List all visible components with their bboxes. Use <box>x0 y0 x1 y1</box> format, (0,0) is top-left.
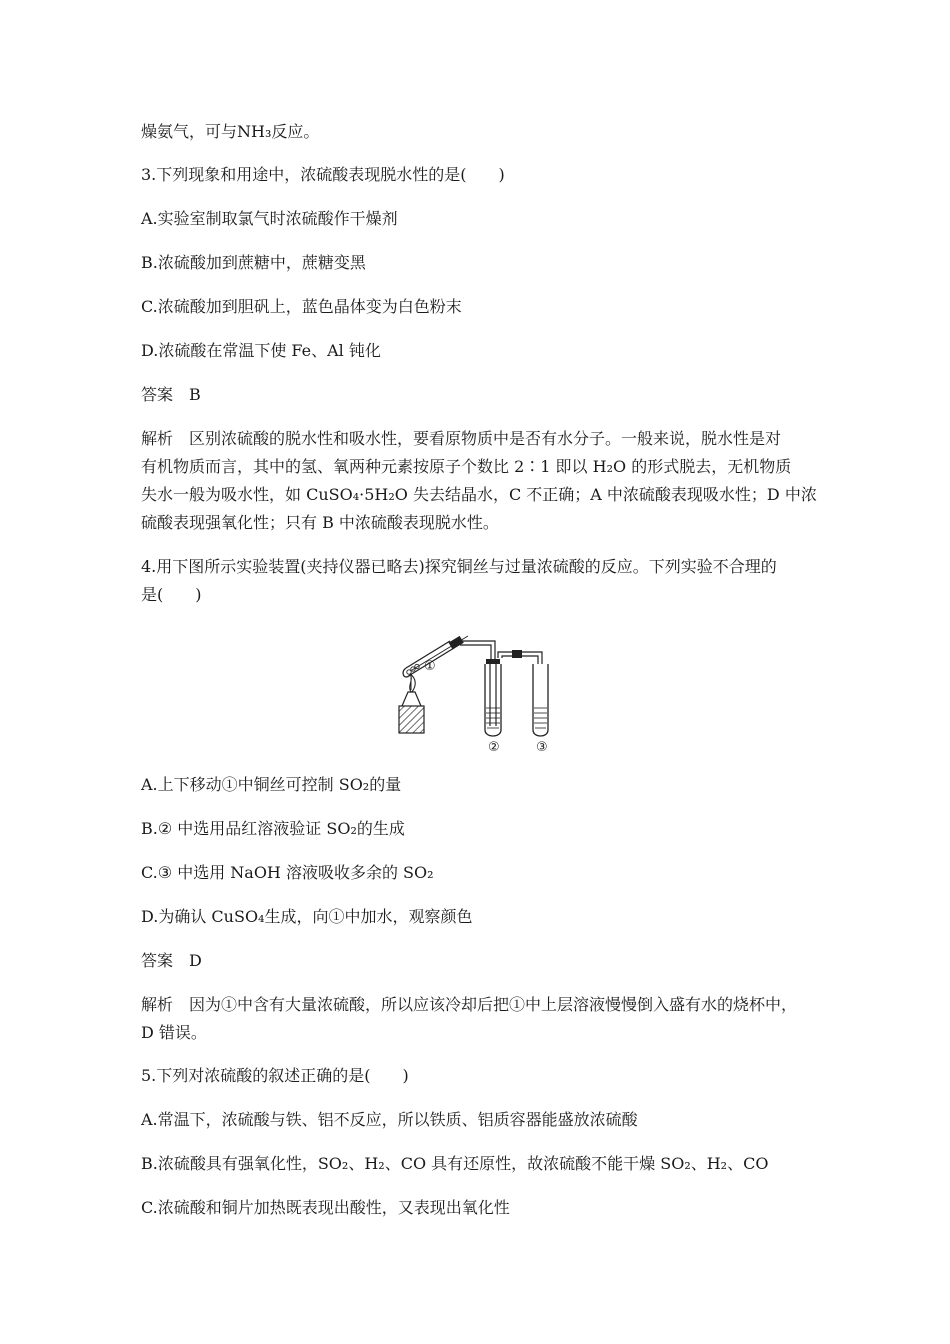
q5-stem: 5.下列对浓硫酸的叙述正确的是( ) <box>141 1066 409 1085</box>
q3-analysis-line-1: 解析 区别浓硫酸的脱水性和吸水性，要看原物质中是否有水分子。一般来说，脱水性是对 <box>141 429 782 448</box>
q3-option-c: C.浓硫酸加到胆矾上，蓝色晶体变为白色粉末 <box>141 297 462 316</box>
alcohol-lamp <box>399 674 424 733</box>
q3-analysis-line-4: 硫酸表现强氧化性；只有 B 中浓硫酸表现脱水性。 <box>141 513 499 532</box>
q5-option-c: C.浓硫酸和铜片加热既表现出酸性，又表现出氧化性 <box>141 1198 510 1217</box>
q4-option-c: C.③ 中选用 NaOH 溶液吸收多余的 SO₂ <box>141 863 434 882</box>
q4-stem-line-2: 是( ) <box>141 585 202 604</box>
q5-option-a: A.常温下，浓硫酸与铁、铝不反应，所以铁质、铝质容器能盛放浓硫酸 <box>141 1110 638 1129</box>
label-1: ① <box>424 659 436 674</box>
q4-option-a: A.上下移动①中铜丝可控制 SO₂的量 <box>141 775 402 794</box>
top-fragment: 燥氨气，可与NH₃反应。 <box>141 122 320 141</box>
q3-option-a: A.实验室制取氯气时浓硫酸作干燥剂 <box>141 209 398 228</box>
q3-stem: 3.下列现象和用途中，浓硫酸表现脱水性的是( ) <box>141 165 505 184</box>
q4-analysis-line-1: 解析 因为①中含有大量浓硫酸，所以应该冷却后把①中上层溶液慢慢倒入盛有水的烧杯中， <box>141 995 798 1014</box>
tube-3 <box>533 664 548 736</box>
q3-option-b: B.浓硫酸加到蔗糖中，蔗糖变黑 <box>141 253 366 272</box>
q4-answer: 答案 D <box>141 951 202 970</box>
apparatus-figure <box>390 628 590 753</box>
q4-option-d: D.为确认 CuSO₄生成，向①中加水，观察颜色 <box>141 907 473 926</box>
q3-answer: 答案 B <box>141 385 201 404</box>
tube-2 <box>485 664 501 736</box>
q3-option-d: D.浓硫酸在常温下使 Fe、Al 钝化 <box>141 341 381 360</box>
q5-option-b: B.浓硫酸具有强氧化性，SO₂、H₂、CO 具有还原性，故浓硫酸不能干燥 SO₂、H₂、CO <box>141 1154 769 1173</box>
q3-analysis-line-3: 失水一般为吸水性，如 CuSO₄·5H₂O 失去结晶水，C 不正确；A 中浓硫酸表现吸水性；D 中浓 <box>141 485 817 504</box>
q4-analysis-line-2: D 错误。 <box>141 1023 207 1042</box>
q3-analysis-line-2: 有机物质而言，其中的氢、氧两种元素按原子个数比 2∶1 即以 H₂O 的形式脱去，无机物质 <box>141 457 792 476</box>
q4-stem-line-1: 4.用下图所示实验装置(夹持仪器已略去)探究铜丝与过量浓硫酸的反应。下列实验不合理的 <box>141 557 777 576</box>
q4-option-b: B.② 中选用品红溶液验证 SO₂的生成 <box>141 819 405 838</box>
label-3: ③ <box>536 740 548 753</box>
label-2: ② <box>488 740 500 753</box>
